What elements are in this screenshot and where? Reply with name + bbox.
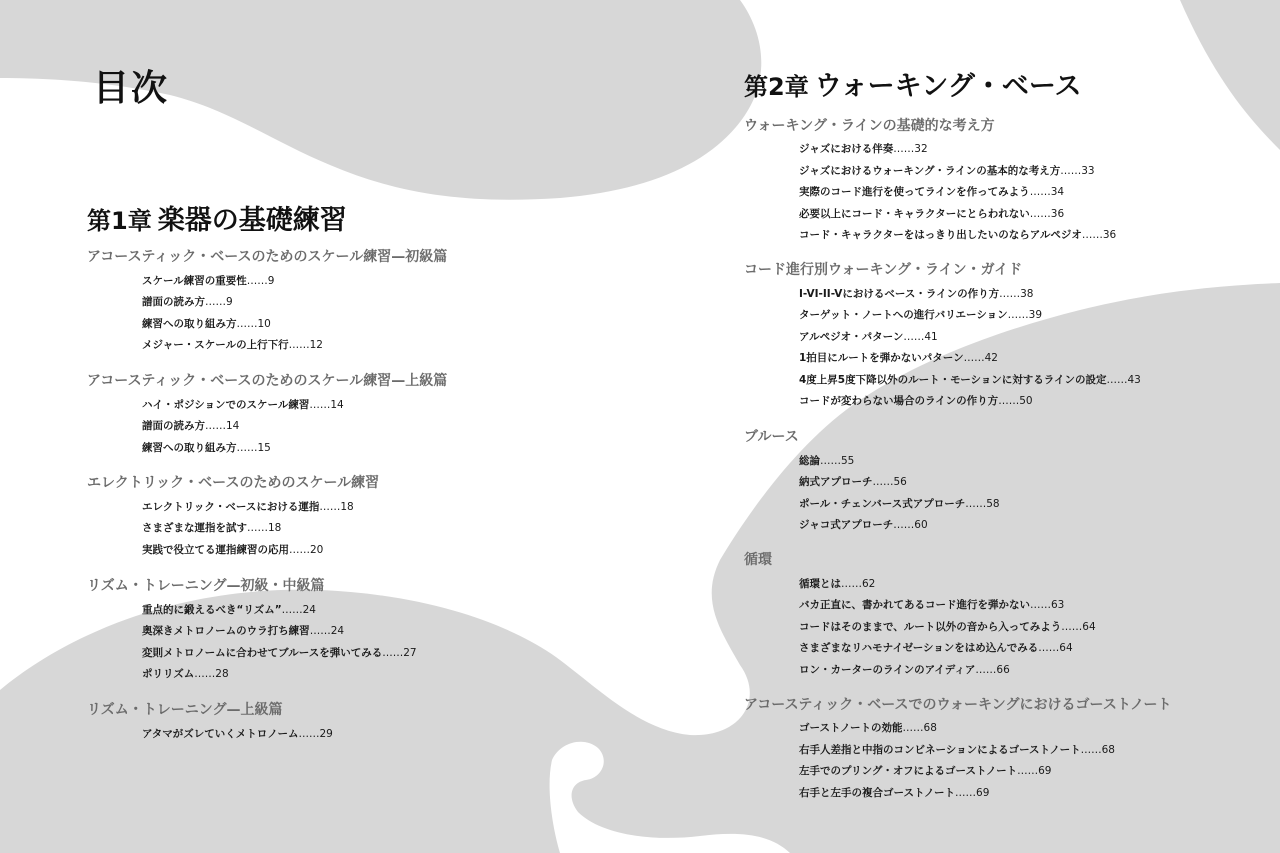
section-title: コード進行別ウォーキング・ライン・ガイド [744, 262, 1023, 278]
toc-entry[interactable] [142, 542, 323, 557]
entry-label: 1拍目にルートを弾かないパターン [799, 352, 964, 364]
entry-label: ポール・チェンバース式アプローチ [799, 498, 966, 510]
toc-entry[interactable] [142, 337, 323, 352]
page-number: ……24 [281, 604, 316, 616]
toc-entry[interactable] [799, 763, 1051, 778]
page-number: ……50 [998, 395, 1033, 407]
page-number: ……36 [1029, 208, 1065, 220]
toc-entry[interactable] [142, 520, 281, 535]
toc-entry[interactable] [799, 640, 1073, 655]
page-number: ……18 [319, 501, 354, 513]
chapter-title: ウォーキング・ベース [814, 71, 1082, 102]
page-number: ……24 [309, 625, 345, 637]
entry-label: 循環とは [799, 578, 841, 590]
page-number: ……43 [1106, 374, 1141, 386]
toc-entry[interactable] [142, 602, 316, 617]
toc-entry[interactable] [799, 619, 1096, 634]
toc-entry[interactable] [142, 294, 233, 309]
entry-label: 総論 [799, 455, 820, 467]
chapter-title: 楽器の基礎練習 [157, 205, 347, 236]
entry-label: I-VI-II-Vにおけるベース・ラインの作り方 [799, 288, 1000, 300]
entry-label: 左手でのプリング・オフによるゴーストノート [799, 765, 1018, 777]
entry-label: さまざまな運指を試す [142, 522, 247, 534]
toc-entry[interactable] [799, 184, 1064, 199]
toc-entry[interactable] [142, 499, 354, 514]
toc-entry[interactable] [142, 726, 333, 741]
entry-label: アルペジオ・パターン [799, 331, 904, 343]
entry-label: さまざまなリハモナイゼーションをはめ込んでみる [799, 642, 1039, 654]
entry-label: ジャコ式アプローチ [799, 519, 894, 531]
page-number: ……15 [236, 442, 271, 454]
section-title: リズム・トレーニング—上級篇 [87, 702, 283, 718]
entry-label: アタマがズレていくメトロノーム [142, 728, 299, 740]
page-number: ……55 [820, 455, 855, 467]
entry-label: 4度上昇5度下降以外のルート・モーションに対するラインの設定 [799, 374, 1107, 386]
page-number: ……36 [1081, 229, 1117, 241]
toc-entry[interactable] [142, 440, 271, 455]
toc-entry[interactable] [142, 666, 229, 681]
entry-label: 右手と左手の複合ゴーストノート [799, 787, 956, 799]
page-number: ……68 [902, 722, 937, 734]
entry-label: ジャズにおける伴奏 [799, 143, 894, 155]
toc-entry[interactable] [142, 273, 274, 288]
entry-label: コード・キャラクターをはっきり出したいのならアルペジオ [799, 229, 1082, 241]
page-number: ……64 [1038, 642, 1073, 654]
entry-label: 譜面の読み方 [142, 420, 205, 432]
toc-entry[interactable] [142, 623, 344, 638]
section-title: ウォーキング・ラインの基礎的な考え方 [744, 118, 995, 134]
toc-entry[interactable] [142, 316, 271, 331]
page-number: ……18 [247, 522, 282, 534]
entry-label: ロン・カーターのラインのアイディア [799, 664, 976, 676]
entry-label: 実践で役立てる運指練習の応用 [142, 544, 289, 556]
entry-label: 変則メトロノームに合わせてブルースを弾いてみる [142, 647, 383, 659]
entry-label: エレクトリック・ベースにおける運指 [142, 501, 320, 513]
toc-entry[interactable] [799, 163, 1095, 178]
entry-label: メジャー・スケールの上行下行 [142, 339, 289, 351]
page-number: ……20 [289, 544, 324, 556]
right-wave-shape [1180, 0, 1280, 150]
page-number: ……42 [963, 352, 998, 364]
page-number: ……56 [872, 476, 907, 488]
toc-entry[interactable] [799, 453, 854, 468]
toc-entry[interactable] [799, 206, 1064, 221]
page-title: 目次 [93, 68, 170, 109]
entry-label: ジャズにおけるウォーキング・ラインの基本的な考え方 [799, 165, 1061, 177]
page-number: ……66 [975, 664, 1010, 676]
entry-label: ポリリズム [142, 668, 195, 680]
section-title: アコースティック・ベースでのウォーキングにおけるゴーストノート [744, 697, 1172, 713]
toc-entry[interactable] [799, 141, 928, 156]
entry-label: ターゲット・ノートへの進行バリエーション [799, 309, 1008, 321]
section-title: 循環 [744, 552, 772, 568]
entry-label: 練習への取り組み方 [142, 318, 237, 330]
page-number: ……27 [382, 647, 417, 659]
toc-entry[interactable] [799, 785, 989, 800]
page-number: ……64 [1061, 621, 1096, 633]
page-number: ……33 [1060, 165, 1095, 177]
page-number: ……10 [236, 318, 271, 330]
toc-entry[interactable] [799, 662, 1010, 677]
bass-body-shape [0, 283, 1280, 853]
section-title: ブルース [744, 429, 799, 445]
entry-label: ハイ・ポジションでのスケール練習 [142, 399, 310, 411]
toc-entry[interactable] [799, 597, 1064, 612]
page-number: ……32 [893, 143, 928, 155]
page-number: ……69 [955, 787, 990, 799]
chapter-2-heading [744, 64, 1081, 103]
section-title: リズム・トレーニング—初級・中級篇 [87, 578, 325, 594]
entry-label: ゴーストノートの効能 [799, 722, 903, 734]
entry-label: バカ正直に、書かれてあるコード進行を弾かない [799, 599, 1030, 611]
entry-label: 実際のコード進行を使ってラインを作ってみよう [799, 186, 1030, 198]
page-number: ……39 [1007, 309, 1043, 321]
chapter-1-heading [87, 198, 347, 237]
toc-entry[interactable] [799, 307, 1042, 322]
entry-label: 奥深きメトロノームのウラ打ち練習 [142, 625, 310, 637]
entry-label: スケール練習の重要性 [142, 275, 247, 287]
entry-label: 重点的に鍛えるべき“リズム” [142, 604, 282, 616]
page-number: ……58 [965, 498, 1000, 510]
page-number: ……69 [1017, 765, 1052, 777]
page-number: ……68 [1080, 744, 1115, 756]
toc-entry[interactable] [142, 397, 344, 412]
entry-label: コードが変わらない場合のラインの作り方 [799, 395, 999, 407]
entry-label: 納式アプローチ [799, 476, 873, 488]
entry-label: 右手人差指と中指のコンビネーションによるゴーストノート [799, 744, 1081, 756]
page-number: ……60 [893, 519, 928, 531]
toc-entry[interactable] [799, 329, 938, 344]
chapter-number: 第2章 [744, 73, 809, 101]
toc-entry[interactable] [799, 720, 937, 735]
toc-entry[interactable] [799, 286, 1033, 301]
entry-label: 必要以上にコード・キャラクターにとらわれない [799, 208, 1030, 220]
toc-entry[interactable] [799, 372, 1141, 387]
toc-entry[interactable] [142, 645, 417, 660]
chapter-number: 第1章 [87, 207, 152, 235]
toc-entry[interactable] [799, 393, 1033, 408]
page-number: ……14 [205, 420, 240, 432]
page-number: ……9 [246, 275, 275, 287]
section-title: アコースティック・ベースのためのスケール練習—上級篇 [87, 373, 448, 389]
page-number: ……41 [903, 331, 938, 343]
entry-label: 譜面の読み方 [142, 296, 205, 308]
toc-entry[interactable] [799, 474, 907, 489]
toc-entry[interactable] [799, 576, 875, 591]
section-title: アコースティック・ベースのためのスケール練習—初級篇 [87, 249, 448, 265]
entry-label: コードはそのままで、ルート以外の音から入ってみよう [799, 621, 1062, 633]
page-number: ……9 [205, 296, 233, 308]
toc-entry[interactable] [799, 496, 1000, 511]
toc-entry[interactable] [799, 227, 1116, 242]
page-number: ……29 [298, 728, 333, 740]
page-number: ……28 [194, 668, 229, 680]
page-number: ……12 [288, 339, 323, 351]
entry-label: 練習への取り組み方 [142, 442, 237, 454]
toc-entry[interactable] [799, 517, 928, 532]
page-number: ……14 [309, 399, 344, 411]
page-number: ……62 [841, 578, 876, 590]
page-number: ……38 [999, 288, 1034, 300]
toc-entry[interactable] [142, 418, 239, 433]
page-number: ……63 [1030, 599, 1065, 611]
page-number: ……34 [1029, 186, 1065, 198]
toc-entry[interactable] [799, 350, 998, 365]
section-title: エレクトリック・ベースのためのスケール練習 [87, 475, 380, 491]
toc-entry[interactable] [799, 742, 1115, 757]
